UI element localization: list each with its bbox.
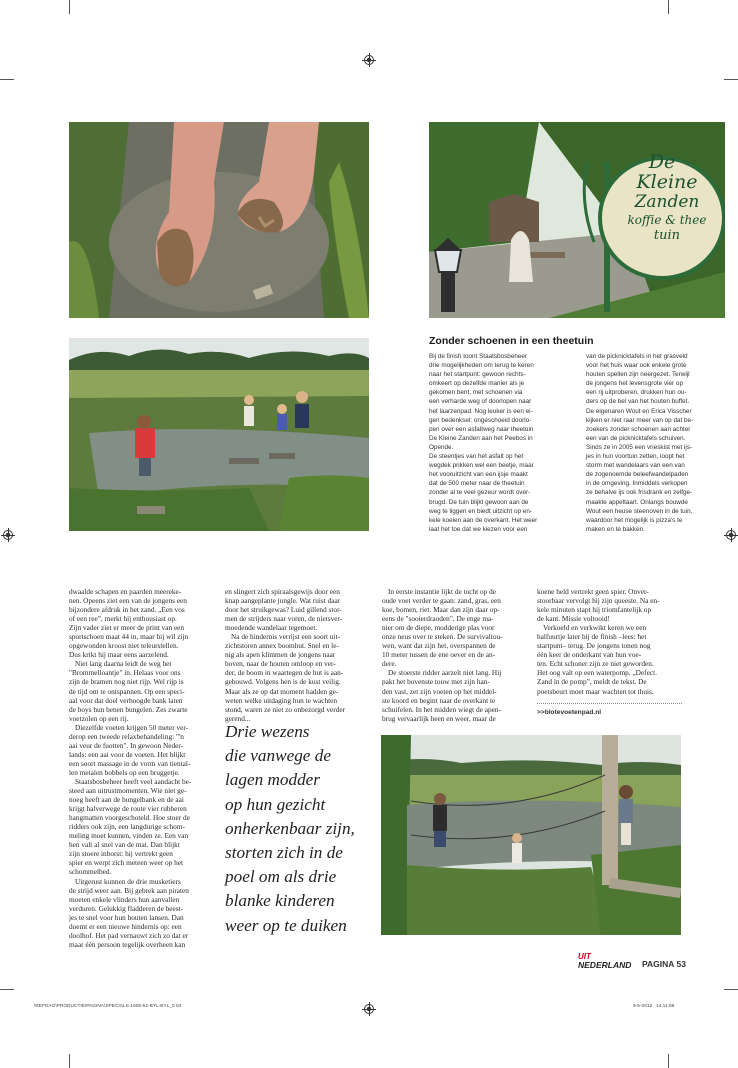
registration-mark-icon: [364, 1004, 374, 1014]
sidebar-column-1: [429, 352, 575, 534]
text-line: de tijd om te ontspannen. Op een speci-: [69, 686, 185, 696]
paragraph: [69, 587, 217, 659]
slug-time: 14:11:59: [656, 1004, 675, 1009]
text-line: wen, want dat zijn het, overspannen de: [382, 641, 496, 651]
slug-line: \REFDAG\PRODUCTIE\PAGINA\SPECIALS-1605-52-BYL-BYL_0 53: [34, 1004, 182, 1009]
text-line: kijken er niet raar meer van op dat be-: [586, 416, 694, 424]
text-line: knap aangeplante jungle. Wat ruist daar: [225, 596, 341, 606]
text-line: de boys hun benen bungelen. Zes zwarte: [69, 704, 188, 714]
text-line: Zand in de pomp”, meldt de tekst. De: [537, 677, 647, 687]
text-line: houten spellen zijn neergezet. Terwijl: [586, 371, 690, 379]
text-line: moeten enkele vlinders hun aanvallen: [69, 894, 180, 904]
registration-mark-icon: [726, 530, 736, 540]
crop-mark: [69, 1054, 70, 1068]
sign-line: De: [648, 151, 676, 173]
text-line: verduren. Gelukkig fladderen de beest-: [69, 903, 184, 913]
text-line: halfuurtje later bij de finish –lees: het: [537, 632, 647, 642]
registration-mark-icon: [364, 55, 374, 65]
text-line: ten. Echt schoner zijn ze niet geworden.: [537, 659, 654, 669]
text-line: koe, bomen, riet. Maar dan zijn daar op-: [382, 605, 500, 615]
crop-mark: [724, 989, 738, 990]
text-line: stond, waren ze niet zo onbezorgd verder: [225, 704, 346, 714]
text-line: de jongens het levensgrote vier op: [586, 380, 683, 388]
text-line: één keer de onderkant van hun voe-: [537, 650, 642, 660]
text-line: wegdek prikken wel een beetje, maar: [429, 462, 534, 470]
text-line: aal voor dat doel verhoogde bank laten: [69, 695, 183, 705]
text-line: Na de hindernis verrijst een soort uit-: [231, 632, 341, 642]
text-line: startpunt– terug. De jongens tonen nog: [537, 641, 651, 651]
article-column-3: [382, 587, 530, 723]
text-line: laat het toe dat we kiezen voor een: [429, 525, 528, 533]
text-line: steed aan uitrustmomenten. Wie niet ge-: [69, 786, 187, 796]
website-link[interactable]: >>blotevoetenpad.nl: [537, 709, 602, 716]
paragraph: [69, 659, 217, 722]
text-line: de zogenoemde beleefwandelpaden: [586, 471, 689, 479]
text-line: voor het huis waar ook enkele grote: [586, 362, 687, 370]
text-line: brug vervaarlijk heen en weer, maar de: [382, 713, 496, 723]
crop-mark: [0, 79, 14, 80]
paragraph: [537, 587, 685, 623]
quote-line: op hun gezicht: [225, 794, 326, 814]
text-line: schuifelen. In het midden wiegt de apen-: [382, 704, 501, 714]
photo-rope-bridge: [381, 735, 681, 935]
text-line: zonder al te veel gezeur wordt over-: [429, 489, 531, 497]
text-line: voetzolen op een rij.: [69, 713, 129, 723]
sign-line: koffie & thee: [627, 213, 707, 227]
text-line: men de strijders naar voren, de nietsver-: [225, 614, 343, 624]
sidebar-heading: Zonder schoenen in een theetuin: [429, 335, 594, 347]
text-line: een rij uitproberen, drukken hun ou-: [586, 389, 687, 397]
article-column-2: [225, 587, 373, 723]
text-line: eens de "sooierdraoden". De enge ma-: [382, 614, 494, 624]
crop-mark: [0, 989, 14, 990]
brand-logo: [578, 952, 631, 970]
text-line: "Brommelloantje" in. Helaas voor ons: [69, 668, 181, 678]
text-line: Wout een heuse steenoven in de tuin,: [586, 507, 693, 515]
text-line: In eerste instantie lijkt de tocht op de: [388, 587, 497, 596]
text-line: Opende.: [429, 443, 454, 451]
text-line: schommelbed.: [69, 867, 112, 877]
text-line: in de omgeving. Inmiddels verkopen: [586, 480, 688, 488]
text-line: onze neus over te steken. De survivaltou-: [382, 632, 503, 642]
text-line: lands: een aai voor de voeten. Het blijkt: [69, 749, 186, 759]
crop-mark: [69, 0, 70, 14]
text-line: 10 meter tussen de ene oever en de an-: [382, 650, 496, 660]
text-line: De stoerste ridder aarzelt niet lang. Hij: [388, 668, 502, 678]
text-line: en slingert zich spiraalsgewijs door een: [225, 587, 340, 596]
sign-line: Kleine: [636, 171, 698, 193]
text-line: Verkoeld en verkwikt keren we een: [543, 623, 647, 633]
text-line: weg te liggen en biedt uitzicht op en-: [429, 507, 532, 515]
text-line: dwaalde schapen en paarden meereke-: [69, 587, 182, 596]
quote-line: die vanwege de: [225, 746, 331, 766]
text-line: gen bedenksel: ongeschoeid doorlo-: [429, 416, 532, 424]
text-line: derop een tweede relaxbehandeling: "'n: [69, 731, 184, 741]
text-line: zoekers zonder schoenen aan achter: [586, 425, 691, 433]
text-line: spier en werpt zich meteen weer op het: [69, 858, 184, 868]
text-line: stoorbaar vervolgt hij zijn queeste. Na en-: [537, 596, 660, 606]
text-line: De steentjes van het asfalt op het: [429, 453, 524, 461]
quote-line: poel om als drie: [225, 867, 337, 887]
quote-line: storten zich in de: [225, 843, 343, 863]
text-line: of een ree”, merkt hij enthousiast op.: [69, 614, 177, 624]
text-line: boven, naar de houten omloop en ver-: [225, 659, 336, 669]
text-line: Uitgerust kunnen de drie musketiers: [75, 876, 181, 886]
rope-bridge-illustration: [381, 735, 681, 935]
quote-line: onherkenbaar zijn,: [225, 818, 355, 838]
photo-theetuin-sign: [429, 122, 725, 318]
text-line: maar één persoon tegelijk overheen kan: [69, 939, 186, 949]
text-line: naar het startpunt: gewoon rechts-: [429, 371, 526, 379]
text-line: ridders ook zijn, een langdurige schom-: [69, 822, 185, 832]
quote-line: weer op te duiken: [225, 915, 347, 935]
text-line: kele koeien aan de overkant. Het weer: [429, 516, 538, 524]
text-line: den vast, zet zijn voeten op het middel-: [382, 686, 497, 696]
paragraph: [69, 777, 217, 877]
text-line: maakte appeltaart. Onlangs bouwde: [586, 498, 688, 506]
text-line: ste koord en begint naar de overkant te: [382, 695, 496, 705]
text-line: De eigenaren Wout en Erica Visscher: [586, 407, 692, 415]
text-line: sportschoen maat 44 in, maar hij wil zijn: [69, 632, 189, 642]
text-line: noeg heeft aan de bungelbank en de aai: [69, 795, 184, 805]
text-line: zijn de bramen nog niet rijp. Wel rijp is: [69, 677, 184, 687]
paragraph: [382, 668, 530, 722]
photo-pond-crossing: [69, 338, 369, 531]
text-line: Diezelfde voeten krijgen 50 meter ver-: [75, 722, 189, 732]
text-line: krijgt halverwege de route vier rubberen: [69, 804, 187, 814]
text-line: de strijd weer aan. Bij gebrek aan piraten: [69, 885, 189, 895]
text-line: nier om de diepe, modderige plas voor: [382, 623, 495, 633]
sign-line: Zanden: [634, 192, 700, 212]
text-line: drie mogelijkheden om terug te keren: [429, 362, 534, 370]
text-line: storm met wandelaars van een van: [586, 462, 685, 470]
text-line: maken en te bakken.: [586, 525, 645, 533]
text-line: de kant. Missie voltooid!: [537, 614, 610, 624]
text-line: pen over een asfaltweg naar theetuin: [429, 425, 534, 433]
text-line: jes te snel voor hun houten lansen. Dan: [69, 912, 184, 922]
quote-line: Drie wezens: [225, 722, 310, 741]
paragraph: [69, 877, 217, 949]
paragraph: [382, 587, 530, 668]
text-line: een soort massage in de vorm van tiental-: [69, 758, 191, 768]
text-line: hen valt al snel van de mat. Dan blijkt: [69, 840, 180, 850]
registration-mark-icon: [3, 530, 13, 540]
text-line: zijn stoere inborst: hij vertrekt geen: [69, 849, 173, 859]
text-line: waardoor het mogelijk is pizza's te: [586, 516, 683, 524]
text-line: Sinds ze in 2005 een vrieskist met ijs-: [586, 443, 693, 451]
text-line: door het struikgewas? Luid gillend stor-: [225, 605, 342, 615]
sign-line: tuin: [653, 228, 681, 243]
text-line: het laarzenpad. Nog leuker is een ei-: [429, 407, 533, 415]
divider: [537, 703, 682, 704]
slug-date: 9-5-2012: [633, 1004, 653, 1009]
pond-illustration: [69, 338, 369, 531]
text-line: gekomen bent, met schoenen via: [429, 389, 523, 397]
text-line: Niet lang daarna leidt de weg het: [75, 659, 172, 669]
paragraph: [69, 723, 217, 777]
text-line: doemt er een nieuwe hindernis op: een: [69, 921, 182, 931]
text-line: een verharde weg of doorlopen naar: [429, 398, 532, 406]
text-line: een van de picknicktafels schuiven.: [586, 434, 686, 442]
text-line: ze behalve ijs ook frisdrank en zelfge-: [586, 489, 693, 497]
text-line: gebouwd. Volgens hen is de kust veilig.: [225, 677, 341, 687]
text-line: gerend...: [225, 713, 251, 723]
article-column-4: [537, 587, 685, 696]
text-line: Dus krikt hij maar eens aarzelend.: [69, 650, 169, 660]
text-line: jes in hun voortuin zetten, loopt het: [586, 453, 685, 461]
text-line: brugd. De tuin blijkt gewoon aan de: [429, 498, 529, 506]
text-line: meling moet kunnen, vinden ze. Een van: [69, 831, 189, 841]
theetuin-sign-text: [624, 152, 710, 244]
quote-line: blanke kinderen: [225, 891, 335, 911]
paragraph: [225, 632, 373, 722]
muddy-feet-illustration: [69, 122, 369, 318]
paragraph: [225, 587, 373, 632]
text-line: doolhof. Het pad vernauwt zich zo dat er: [69, 930, 189, 940]
text-line: Maar als ze op dat moment hadden ge-: [225, 686, 339, 696]
sidebar-column-2: [586, 352, 726, 534]
text-line: De Kleine Zanden aan het Peebos in: [429, 434, 533, 442]
brand-top: UIT: [578, 952, 591, 961]
brand-bottom: NEDERLAND: [578, 960, 632, 970]
text-line: Zijn vader ziet er meer de print van een: [69, 623, 185, 633]
text-line: hangmatten voorgeschoteld. Hoe stoer de: [69, 813, 190, 823]
text-line: weten welke uitdaging hun te wachten: [225, 695, 338, 705]
text-line: poetsbeurt moet maar wachten tot thuis.: [537, 686, 654, 696]
crop-mark: [724, 79, 738, 80]
text-line: zichtstoren annex boomhut. Snel en le-: [225, 641, 339, 651]
text-line: ders op de bel van het houten buffet.: [586, 398, 690, 406]
text-line: pakt het bovenste touw met zijn han-: [382, 677, 490, 687]
text-line: moedende wandelaar tegemoet.: [225, 623, 318, 633]
text-line: van de picknicktafels in het grasveld: [586, 353, 688, 360]
photo-muddy-feet: [69, 122, 369, 318]
page-number: PAGINA 53: [642, 959, 686, 969]
paragraph: [537, 623, 685, 695]
crop-mark: [668, 1054, 669, 1068]
text-line: nen. Opeens ziet een van de jongens een: [69, 596, 187, 606]
text-line: dat de 500 meter naar de theetuin: [429, 480, 525, 488]
text-line: aai veur de fuotten". In gewoon Neder-: [69, 740, 184, 750]
text-line: Het oog valt op een waterpomp. „Defect.: [537, 668, 657, 678]
quote-line: lagen modder: [225, 770, 320, 790]
text-line: koene held vertrekt geen spier. Onver-: [537, 587, 649, 596]
text-line: oude voet verder te gaan: zand, gras, een: [382, 596, 501, 606]
text-line: dere.: [382, 659, 397, 669]
text-line: kele minuten stapt hij triomfantelijk op: [537, 605, 652, 615]
text-line: nig als apen klimmen de jongens naar: [225, 650, 336, 660]
crop-mark: [668, 0, 669, 14]
text-line: Staatsbosbeheer heeft veel aandacht be-: [75, 776, 192, 786]
text-line: bijzondere afdruk in het zand. „Een vos: [69, 605, 185, 615]
text-line: Bij de finish toont Staatsbosbeheer: [429, 353, 528, 360]
text-line: opgewonden kroost niet teleurstellen.: [69, 641, 179, 651]
text-line: der, de boom in waartegen de hut is aan-: [225, 668, 344, 678]
text-line: het vooruitzicht van een ijsje maakt: [429, 471, 528, 479]
pull-quote: [225, 720, 375, 938]
text-line: len metalen bobbels op een bruggetje.: [69, 767, 180, 777]
text-line: omkeert op dezelfde manier als je: [429, 380, 525, 388]
article-column-1: [69, 587, 217, 949]
